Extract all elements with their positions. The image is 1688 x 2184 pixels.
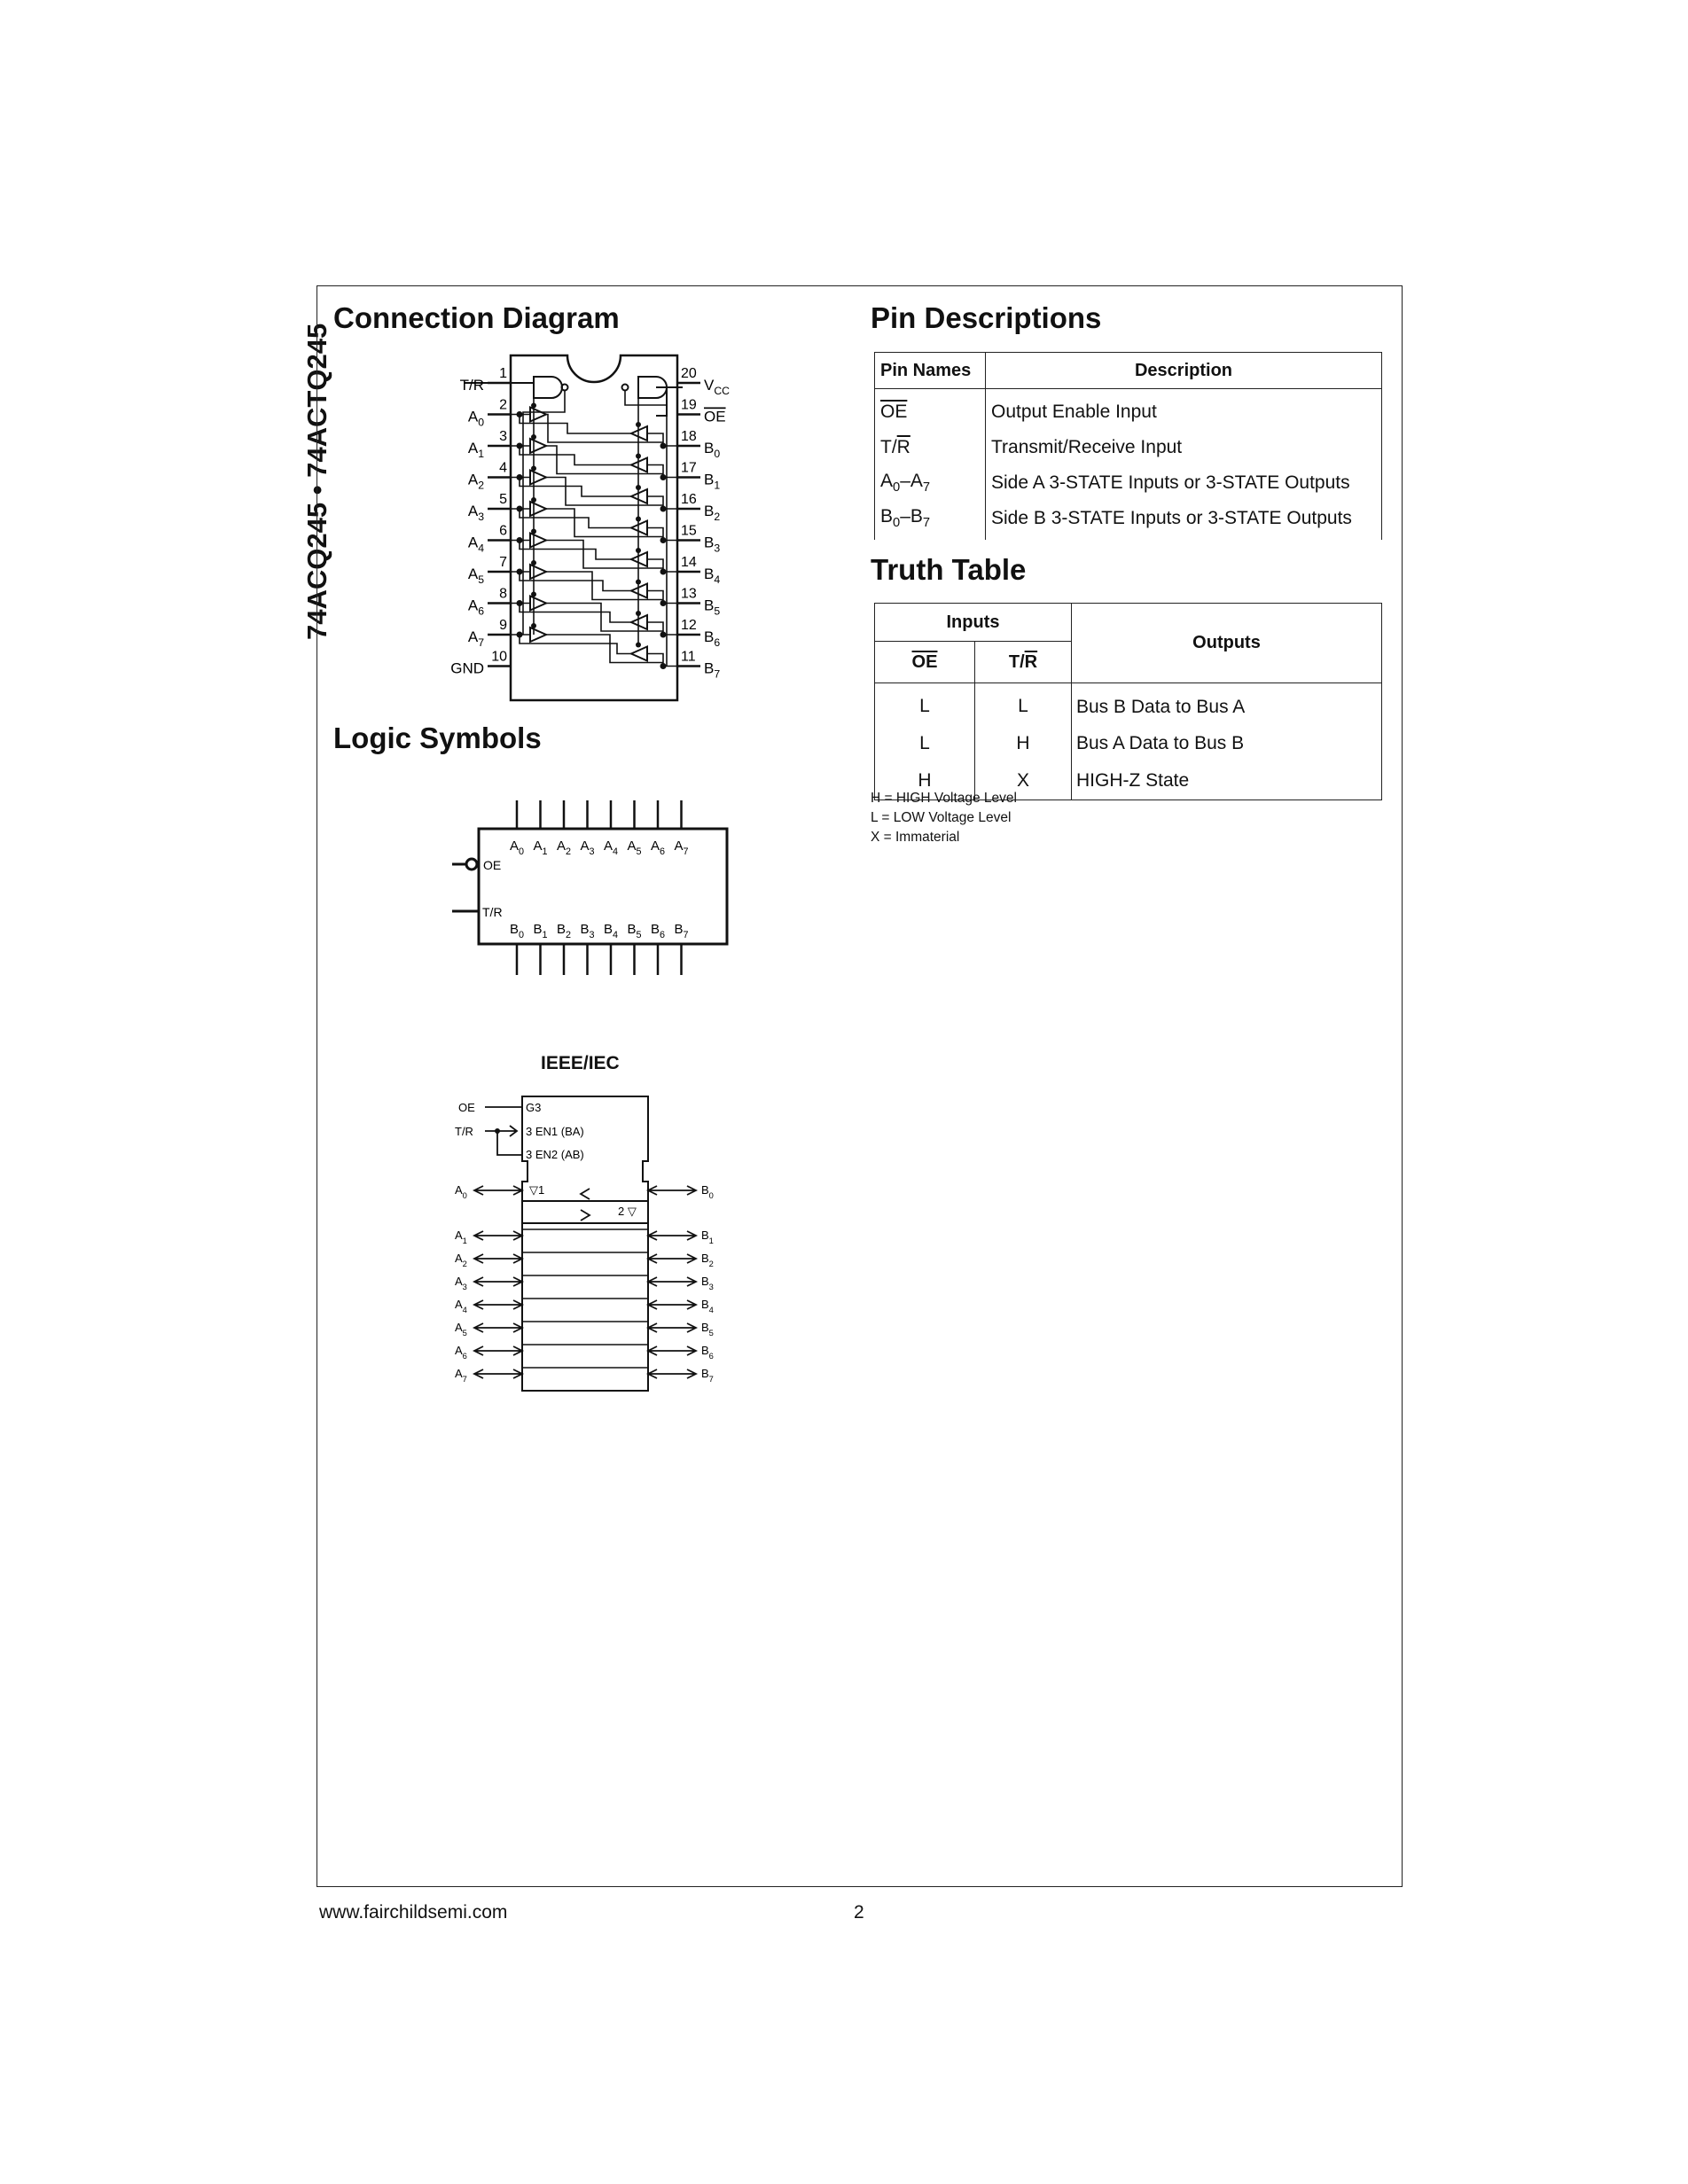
bidir-arrow [648,1186,696,1195]
ieee-b-label: $B_6$ [701,1344,714,1361]
bidir-arrow [474,1231,522,1240]
bidir-arrow [474,1186,522,1195]
buffer-ab [530,439,546,453]
buffer-ab [530,471,546,485]
bidir-arrow [648,1277,696,1286]
ieee-b-label: $B_5$ [701,1321,714,1338]
ieee-row1-left: ▽1 [529,1183,545,1197]
oe-header: $\overline{OE}$ [911,651,938,672]
pin-number: 15 [681,523,697,539]
buffer-ab [530,628,546,642]
pin-name: $\overline{OE}$ [880,402,908,422]
tr-header: $T/\overline{R}$ [975,642,1072,683]
buffer-ba [631,489,647,503]
bidir-arrow [648,1323,696,1332]
bidir-arrow [648,1369,696,1378]
pin-number: 12 [681,618,697,633]
pin-number: 8 [499,586,507,602]
buffer-ba [631,458,647,472]
bidir-arrow [648,1254,696,1263]
bidir-arrow [648,1346,696,1355]
pin-desc: Transmit/Receive Input [986,430,1382,465]
ieee-b-label: $B_2$ [701,1252,714,1268]
pin-number: 7 [499,555,507,570]
pin-label: $B_0$ [704,440,721,460]
ls-tr-label: T/R [482,905,503,919]
table-row: L H Bus A Data to Bus B [875,725,1382,762]
ieee-g3: G3 [526,1101,542,1114]
ls-bottom-label: $B_3$ [580,922,595,940]
pin-names-header: Pin Names [875,353,986,389]
table-row: H X HIGH-Z State [875,762,1382,800]
truth-table [874,603,1382,800]
pin-label: $A_6$ [467,597,484,618]
pin-label: $A_0$ [467,408,484,429]
ieee-a-label: $A_2$ [455,1252,467,1268]
ls-oe-label: OE [483,858,502,872]
pin-number: 6 [499,523,507,539]
ieee-a-label: $A_7$ [455,1367,467,1384]
ieee-a-label: $A_6$ [455,1344,467,1361]
ls-bottom-label: $B_1$ [533,922,548,940]
pin-number: 9 [499,618,507,633]
ieee-b-label: $B_4$ [701,1298,714,1314]
pin-label: $B_1$ [704,471,721,492]
bidir-arrow [474,1346,522,1355]
table-row: L L Bus B Data to Bus A [875,683,1382,726]
ieee-symbol [448,1086,740,1396]
truth-table-notes [871,789,1017,847]
buffer-ab [530,502,546,516]
pin-desc: Side A 3-STATE Inputs or 3-STATE Outputs [986,465,1382,501]
pin-label: $B_6$ [704,628,721,649]
ls-top-label: $A_4$ [604,838,619,857]
pin-table-header [875,353,1382,389]
pin-name: $T/\overline{R}$ [875,430,986,465]
part-number-title: 74ACQ245 • 74ACTQ245 [301,323,332,640]
pin-label: T/R [459,377,484,394]
logic-symbol [443,793,745,979]
pin-number: 10 [491,649,507,665]
bidir-arrow [474,1254,522,1263]
ls-top-label: $A_6$ [651,838,666,857]
connection-diagram [434,350,754,705]
ls-bottom-label: $B_2$ [557,922,572,940]
ls-bottom-label: $B_0$ [510,922,525,940]
ieee-b-label: $B_7$ [701,1367,714,1384]
ls-top-label: $A_1$ [533,838,548,857]
ls-bottom-label: $B_4$ [604,922,619,940]
ieee-a-label: $A_3$ [455,1275,467,1291]
table-row [875,465,1382,501]
pin-number: 17 [681,460,697,476]
pin-label: $B_7$ [704,659,721,681]
logic-symbols-heading: Logic Symbols [333,722,542,754]
sidebar-title [270,285,332,640]
buffer-ba [631,426,647,441]
note: L = LOW Voltage Level [871,810,1012,825]
page-number: 2 [854,1902,864,1923]
note: X = Immaterial [871,830,960,845]
ieee-en2: 3 EN2 (AB) [526,1148,584,1161]
pin-descriptions-heading: Pin Descriptions [871,301,1102,334]
pin-label: $A_5$ [467,566,484,586]
pin-label: $B_2$ [704,503,721,523]
pin-label: $A_3$ [467,503,484,523]
footer-url[interactable]: www.fairchildsemi.com [319,1902,508,1923]
bidir-arrow [648,1231,696,1240]
table-row [875,430,1382,465]
ls-bottom-label: $B_7$ [674,922,689,940]
pin-label: $B_5$ [704,597,721,618]
buffer-ab [530,565,546,579]
buffer-ba [631,584,647,598]
bidir-arrow [474,1369,522,1378]
pin-label: $A_4$ [467,534,484,555]
pin-number: 3 [499,429,507,444]
ieee-oe: OE [458,1101,475,1114]
ls-top-label: $A_7$ [674,838,689,857]
table-row [875,389,1382,431]
ieee-a-label: $A_1$ [455,1228,467,1245]
ls-bottom-label: $B_6$ [651,922,666,940]
pin-label: OE [704,408,726,425]
description-header: Description [986,353,1382,389]
pin-label: $B_4$ [704,566,721,586]
pin-name: $A_0-A_7$ [875,465,986,501]
ieee-a-label: $A_0$ [455,1183,467,1200]
ieee-b-label: $B_0$ [701,1183,714,1200]
bidir-arrow [648,1300,696,1309]
pin-label: $B_3$ [704,534,721,555]
pin-number: 1 [499,366,507,381]
ls-top-label: $A_3$ [580,838,595,857]
pin-desc: Side B 3-STATE Inputs or 3-STATE Outputs [986,501,1382,540]
pin-number: 11 [681,649,696,665]
ieee-a-label: $A_5$ [455,1321,467,1338]
ieee-b-label: $B_3$ [701,1275,714,1291]
buffer-ab [530,408,546,422]
pin-number: 18 [681,429,697,444]
pin-label: $A_1$ [467,440,484,460]
pin-number: 4 [499,460,507,476]
pin-desc: Output Enable Input [986,389,1382,431]
table-row [875,501,1382,540]
ieee-en1: 3 EN1 (BA) [526,1125,584,1138]
pin-label: GND [450,659,484,677]
ls-top-label: $A_2$ [557,838,572,857]
note: H = HIGH Voltage Level [871,791,1017,806]
truth-table-heading: Truth Table [871,553,1027,586]
buffer-ab [530,597,546,611]
pin-label: $V_{CC}$ [704,377,731,397]
ieee-a-label: $A_4$ [455,1298,467,1314]
buffer-ab [530,534,546,548]
pin-label: $A_2$ [467,471,484,492]
pin-label: $A_7$ [467,628,484,649]
connection-diagram-heading: Connection Diagram [333,301,620,334]
pin-number: 20 [681,366,697,381]
inputs-header: Inputs [875,604,1072,642]
buffer-ba [631,552,647,566]
pin-number: 14 [681,555,697,570]
buffer-ba [631,615,647,629]
ls-top-label: $A_0$ [510,838,525,857]
pin-number: 16 [681,492,697,507]
bidir-arrow [474,1277,522,1286]
bidir-arrow [474,1300,522,1309]
pin-number: 19 [681,397,697,413]
ieee-b-label: $B_1$ [701,1228,714,1245]
buffer-ba [631,521,647,535]
pin-number: 2 [499,397,507,413]
pin-descriptions-table [874,352,1382,540]
ls-top-label: $A_5$ [627,838,642,857]
pin-name: $B_0-B_7$ [875,501,986,540]
ls-bottom-label: $B_5$ [627,922,642,940]
ieee-title: IEEE/IEC [541,1053,620,1073]
pin-number: 5 [499,492,507,507]
ieee-row2-right: 2 ▽ [618,1205,637,1218]
outputs-header: Outputs [1072,604,1382,683]
buffer-ba [631,647,647,661]
pin-number: 13 [681,586,697,602]
ieee-tr: T/R [455,1125,473,1138]
bidir-arrow [474,1323,522,1332]
